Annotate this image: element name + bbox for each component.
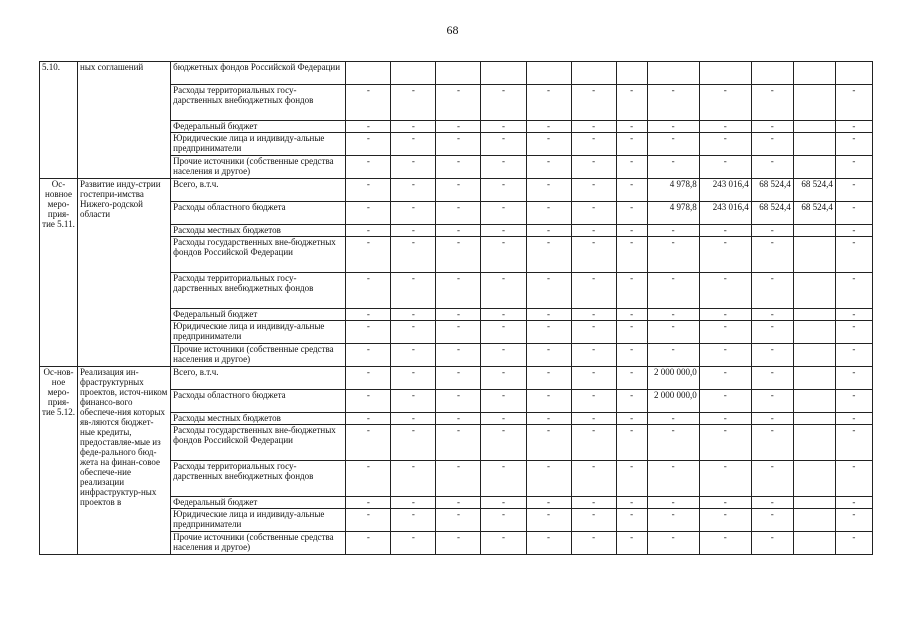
value-cell: - xyxy=(616,225,647,237)
value-cell xyxy=(436,62,481,85)
value-cell: - xyxy=(571,425,616,461)
value-cell: - xyxy=(481,121,526,133)
value-cell: - xyxy=(391,85,436,121)
value-cell: - xyxy=(346,273,391,309)
value-cell xyxy=(571,62,616,85)
value-cell: 243 016,4 xyxy=(699,179,751,202)
value-cell: - xyxy=(699,344,751,367)
value-cell: - xyxy=(481,425,526,461)
value-cell xyxy=(793,85,835,121)
value-cell: - xyxy=(346,309,391,321)
value-cell: - xyxy=(571,461,616,497)
value-cell: - xyxy=(699,509,751,532)
value-cell: - xyxy=(481,85,526,121)
value-cell xyxy=(699,62,751,85)
value-cell: - xyxy=(436,413,481,425)
value-cell: - xyxy=(391,532,436,555)
value-cell: - xyxy=(835,497,872,509)
value-cell: - xyxy=(481,321,526,344)
value-cell: - xyxy=(436,497,481,509)
value-cell: - xyxy=(616,85,647,121)
value-cell: - xyxy=(481,413,526,425)
value-cell: - xyxy=(481,461,526,497)
value-cell: 4 978,8 xyxy=(647,202,699,225)
value-cell: - xyxy=(526,309,571,321)
value-cell: - xyxy=(835,321,872,344)
value-cell: - xyxy=(699,413,751,425)
value-cell: - xyxy=(436,133,481,156)
funding-source: Всего, в.т.ч. xyxy=(171,179,346,202)
value-cell: - xyxy=(835,344,872,367)
value-cell: - xyxy=(835,133,872,156)
value-cell xyxy=(793,321,835,344)
value-cell: - xyxy=(616,413,647,425)
value-cell xyxy=(526,62,571,85)
value-cell: - xyxy=(616,309,647,321)
value-cell: - xyxy=(436,85,481,121)
value-cell: - xyxy=(391,225,436,237)
value-cell: 2 000 000,0 xyxy=(647,390,699,413)
funding-source: Расходы областного бюджета xyxy=(171,390,346,413)
value-cell: 68 524,4 xyxy=(751,179,793,202)
value-cell: - xyxy=(647,321,699,344)
value-cell xyxy=(391,62,436,85)
value-cell: - xyxy=(835,179,872,202)
value-cell: - xyxy=(346,509,391,532)
funding-source: Расходы территориальных госу-дарственных внебюджетных фондов xyxy=(171,461,346,497)
value-cell: - xyxy=(751,133,793,156)
value-cell: - xyxy=(481,237,526,273)
value-cell: - xyxy=(571,509,616,532)
value-cell: - xyxy=(616,202,647,225)
value-cell: - xyxy=(346,367,391,390)
value-cell: - xyxy=(526,425,571,461)
value-cell: - xyxy=(346,497,391,509)
value-cell: - xyxy=(835,202,872,225)
value-cell xyxy=(793,237,835,273)
value-cell: - xyxy=(571,225,616,237)
value-cell: - xyxy=(391,202,436,225)
value-cell: - xyxy=(751,237,793,273)
value-cell: - xyxy=(436,321,481,344)
value-cell: - xyxy=(616,121,647,133)
value-cell: - xyxy=(436,202,481,225)
value-cell: - xyxy=(391,179,436,202)
funding-source: Прочие источники (собственные средства населения и другое) xyxy=(171,532,346,555)
value-cell: - xyxy=(481,344,526,367)
value-cell xyxy=(793,367,835,390)
value-cell: - xyxy=(391,509,436,532)
value-cell: - xyxy=(481,202,526,225)
value-cell: - xyxy=(647,121,699,133)
value-cell xyxy=(793,344,835,367)
value-cell: - xyxy=(526,344,571,367)
value-cell: - xyxy=(346,532,391,555)
value-cell: - xyxy=(346,179,391,202)
funding-source: Юридические лица и индивиду-альные предприниматели xyxy=(171,321,346,344)
value-cell: - xyxy=(751,321,793,344)
value-cell: - xyxy=(481,532,526,555)
value-cell: - xyxy=(346,344,391,367)
value-cell: - xyxy=(699,237,751,273)
value-cell: - xyxy=(616,390,647,413)
value-cell: - xyxy=(391,321,436,344)
value-cell: 68 524,4 xyxy=(751,202,793,225)
event-name: Реализация ин-фраструктурных проектов, источ-ником финансо-вого обеспече-ния которых яв-ляются бюджет-ные кредиты, предоставляе-мые из феде-рального бюд-жета на финан-совое обеспече-ние реализации инфраструктур-ных проектов в xyxy=(78,367,171,555)
value-cell: - xyxy=(436,509,481,532)
value-cell: - xyxy=(346,156,391,179)
value-cell xyxy=(793,425,835,461)
value-cell: - xyxy=(526,509,571,532)
value-cell: - xyxy=(616,344,647,367)
value-cell: - xyxy=(647,532,699,555)
value-cell: - xyxy=(481,156,526,179)
value-cell: - xyxy=(391,156,436,179)
value-cell: - xyxy=(481,225,526,237)
value-cell: - xyxy=(835,509,872,532)
value-cell: - xyxy=(835,367,872,390)
value-cell: - xyxy=(835,461,872,497)
value-cell: - xyxy=(346,321,391,344)
funding-source: бюджетных фондов Российской Федерации xyxy=(171,62,346,85)
value-cell: - xyxy=(571,273,616,309)
value-cell: - xyxy=(616,156,647,179)
funding-source: Прочие источники (собственные средства населения и другое) xyxy=(171,344,346,367)
funding-source: Расходы территориальных госу-дарственных внебюджетных фондов xyxy=(171,273,346,309)
value-cell: - xyxy=(647,273,699,309)
value-cell: - xyxy=(436,273,481,309)
funding-source: Юридические лица и индивиду-альные предприниматели xyxy=(171,133,346,156)
value-cell: - xyxy=(751,225,793,237)
value-cell: - xyxy=(526,273,571,309)
funding-source: Расходы областного бюджета xyxy=(171,202,346,225)
value-cell: - xyxy=(647,309,699,321)
value-cell: - xyxy=(616,237,647,273)
value-cell xyxy=(793,62,835,85)
value-cell: - xyxy=(647,237,699,273)
value-cell: - xyxy=(391,344,436,367)
value-cell: - xyxy=(391,237,436,273)
value-cell xyxy=(793,133,835,156)
value-cell: - xyxy=(751,344,793,367)
value-cell: 243 016,4 xyxy=(699,202,751,225)
value-cell xyxy=(793,273,835,309)
value-cell: - xyxy=(751,532,793,555)
value-cell: - xyxy=(436,225,481,237)
value-cell: - xyxy=(835,309,872,321)
value-cell: - xyxy=(699,121,751,133)
funding-source: Прочие источники (собственные средства населения и другое) xyxy=(171,156,346,179)
value-cell: - xyxy=(699,497,751,509)
value-cell: - xyxy=(526,121,571,133)
value-cell: - xyxy=(571,367,616,390)
value-cell xyxy=(481,62,526,85)
value-cell: - xyxy=(346,390,391,413)
value-cell: - xyxy=(647,133,699,156)
budget-table-body xyxy=(40,62,873,555)
value-cell: - xyxy=(571,390,616,413)
value-cell: - xyxy=(391,390,436,413)
value-cell: - xyxy=(571,133,616,156)
value-cell: - xyxy=(571,179,616,202)
table-row xyxy=(40,62,873,85)
value-cell: - xyxy=(346,413,391,425)
table-row xyxy=(40,367,873,390)
value-cell: - xyxy=(835,237,872,273)
funding-source: Федеральный бюджет xyxy=(171,121,346,133)
value-cell: - xyxy=(346,85,391,121)
value-cell xyxy=(751,62,793,85)
value-cell: - xyxy=(647,461,699,497)
value-cell xyxy=(346,62,391,85)
value-cell: - xyxy=(481,273,526,309)
value-cell: - xyxy=(571,156,616,179)
value-cell: - xyxy=(391,425,436,461)
value-cell: - xyxy=(699,225,751,237)
value-cell: - xyxy=(391,273,436,309)
value-cell: - xyxy=(751,156,793,179)
value-cell: - xyxy=(391,461,436,497)
value-cell: - xyxy=(526,390,571,413)
value-cell: - xyxy=(571,344,616,367)
value-cell: - xyxy=(647,85,699,121)
value-cell: - xyxy=(751,309,793,321)
value-cell: - xyxy=(436,121,481,133)
value-cell: - xyxy=(526,85,571,121)
value-cell: - xyxy=(346,237,391,273)
value-cell: - xyxy=(571,121,616,133)
value-cell: - xyxy=(526,156,571,179)
value-cell: - xyxy=(526,321,571,344)
event-name: ных соглашений xyxy=(78,62,171,179)
funding-source: Расходы территориальных госу-дарственных внебюджетных фондов xyxy=(171,85,346,121)
value-cell: - xyxy=(391,497,436,509)
value-cell: - xyxy=(699,425,751,461)
value-cell: - xyxy=(751,390,793,413)
value-cell: - xyxy=(647,156,699,179)
value-cell: - xyxy=(436,237,481,273)
value-cell: - xyxy=(616,367,647,390)
value-cell: - xyxy=(526,179,571,202)
value-cell: - xyxy=(346,133,391,156)
funding-source: Юридические лица и индивиду-альные предприниматели xyxy=(171,509,346,532)
value-cell: - xyxy=(699,321,751,344)
value-cell: - xyxy=(391,309,436,321)
value-cell: - xyxy=(346,461,391,497)
value-cell: - xyxy=(835,225,872,237)
value-cell xyxy=(793,309,835,321)
value-cell: - xyxy=(835,532,872,555)
value-cell: - xyxy=(647,425,699,461)
value-cell: - xyxy=(699,461,751,497)
value-cell: - xyxy=(571,85,616,121)
funding-source: Федеральный бюджет xyxy=(171,309,346,321)
value-cell: - xyxy=(436,390,481,413)
event-number: Ос-новное меро-прия-тие 5.11. xyxy=(40,179,78,367)
value-cell: - xyxy=(526,413,571,425)
funding-source: Федеральный бюджет xyxy=(171,497,346,509)
value-cell: - xyxy=(835,425,872,461)
value-cell: 4 978,8 xyxy=(647,179,699,202)
value-cell: - xyxy=(481,390,526,413)
value-cell: - xyxy=(616,133,647,156)
value-cell: - xyxy=(391,133,436,156)
value-cell: - xyxy=(526,367,571,390)
value-cell: - xyxy=(436,532,481,555)
value-cell: - xyxy=(481,509,526,532)
value-cell: - xyxy=(436,461,481,497)
value-cell: - xyxy=(699,133,751,156)
value-cell: - xyxy=(751,273,793,309)
value-cell: - xyxy=(751,461,793,497)
value-cell: - xyxy=(526,237,571,273)
value-cell: - xyxy=(835,390,872,413)
value-cell: - xyxy=(571,497,616,509)
funding-source: Расходы местных бюджетов xyxy=(171,413,346,425)
value-cell: - xyxy=(436,179,481,202)
budget-table xyxy=(39,61,873,555)
value-cell: - xyxy=(751,497,793,509)
event-number: 5.10. xyxy=(40,62,78,179)
value-cell: - xyxy=(571,237,616,273)
value-cell xyxy=(793,461,835,497)
value-cell: - xyxy=(436,344,481,367)
value-cell: - xyxy=(571,532,616,555)
value-cell: - xyxy=(699,156,751,179)
value-cell: - xyxy=(699,532,751,555)
value-cell: - xyxy=(699,273,751,309)
value-cell: - xyxy=(835,273,872,309)
value-cell: - xyxy=(346,425,391,461)
value-cell: - xyxy=(481,497,526,509)
value-cell: - xyxy=(526,133,571,156)
value-cell: - xyxy=(751,413,793,425)
value-cell: - xyxy=(526,532,571,555)
value-cell xyxy=(793,121,835,133)
value-cell: - xyxy=(571,202,616,225)
value-cell: - xyxy=(699,367,751,390)
value-cell xyxy=(647,62,699,85)
value-cell: - xyxy=(571,321,616,344)
value-cell: - xyxy=(616,179,647,202)
value-cell: - xyxy=(616,509,647,532)
value-cell: - xyxy=(571,413,616,425)
funding-source: Расходы местных бюджетов xyxy=(171,225,346,237)
value-cell: - xyxy=(835,413,872,425)
value-cell: - xyxy=(751,121,793,133)
value-cell xyxy=(793,509,835,532)
value-cell: - xyxy=(481,309,526,321)
value-cell xyxy=(616,62,647,85)
table-row xyxy=(40,179,873,202)
value-cell xyxy=(793,225,835,237)
value-cell: - xyxy=(391,367,436,390)
value-cell: - xyxy=(835,156,872,179)
value-cell: - xyxy=(526,497,571,509)
funding-source: Всего, в.т.ч. xyxy=(171,367,346,390)
value-cell: - xyxy=(751,425,793,461)
value-cell: - xyxy=(346,202,391,225)
value-cell xyxy=(793,390,835,413)
value-cell: - xyxy=(436,367,481,390)
value-cell: - xyxy=(647,344,699,367)
value-cell: - xyxy=(436,425,481,461)
value-cell: - xyxy=(835,85,872,121)
value-cell: - xyxy=(699,85,751,121)
value-cell: - xyxy=(647,413,699,425)
value-cell: - xyxy=(647,497,699,509)
funding-source: Расходы государственных вне-бюджетных фондов Российской Федерации xyxy=(171,425,346,461)
value-cell: - xyxy=(481,179,526,202)
value-cell: - xyxy=(571,309,616,321)
value-cell: - xyxy=(616,321,647,344)
value-cell: 68 524,4 xyxy=(793,179,835,202)
value-cell: - xyxy=(481,133,526,156)
value-cell: - xyxy=(391,413,436,425)
value-cell: - xyxy=(751,509,793,532)
value-cell: - xyxy=(751,367,793,390)
value-cell xyxy=(793,156,835,179)
value-cell: - xyxy=(835,121,872,133)
value-cell: - xyxy=(616,497,647,509)
value-cell: - xyxy=(526,225,571,237)
value-cell xyxy=(793,497,835,509)
value-cell: - xyxy=(616,461,647,497)
value-cell: - xyxy=(751,85,793,121)
value-cell: - xyxy=(346,121,391,133)
value-cell: 2 000 000,0 xyxy=(647,367,699,390)
event-name: Развитие инду-стрии гостепри-имства Нижего-родской области xyxy=(78,179,171,367)
value-cell: - xyxy=(526,202,571,225)
value-cell: - xyxy=(481,367,526,390)
value-cell: - xyxy=(616,532,647,555)
value-cell: - xyxy=(391,121,436,133)
value-cell: - xyxy=(699,390,751,413)
funding-source: Расходы государственных вне-бюджетных фондов Российской Федерации xyxy=(171,237,346,273)
value-cell: - xyxy=(436,156,481,179)
value-cell: - xyxy=(616,273,647,309)
value-cell: - xyxy=(346,225,391,237)
page-number: 68 xyxy=(446,23,459,37)
value-cell: - xyxy=(647,225,699,237)
value-cell: 68 524,4 xyxy=(793,202,835,225)
value-cell xyxy=(793,532,835,555)
value-cell: - xyxy=(647,509,699,532)
value-cell xyxy=(835,62,872,85)
value-cell: - xyxy=(526,461,571,497)
value-cell: - xyxy=(699,309,751,321)
value-cell: - xyxy=(436,309,481,321)
value-cell xyxy=(793,413,835,425)
value-cell: - xyxy=(616,425,647,461)
event-number: Ос-нов-ное меро-прия-тие 5.12. xyxy=(40,367,78,555)
